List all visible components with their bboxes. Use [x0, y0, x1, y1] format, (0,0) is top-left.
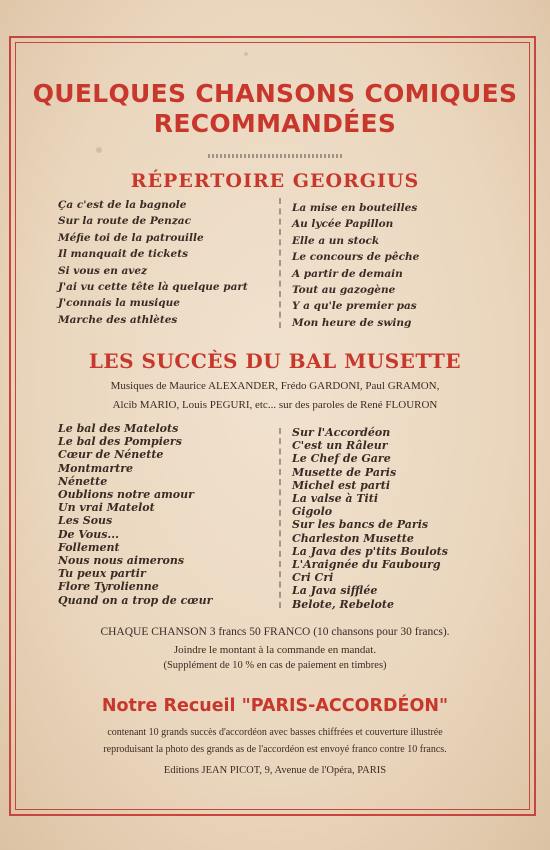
song-title: Les Sous [58, 514, 113, 528]
song-title: Mon heure de swing [292, 316, 412, 329]
georgius-title: RÉPERTOIRE GEORGIUS [130, 170, 420, 192]
song-title: Nénette [58, 474, 108, 488]
song-title: Au lycée Papillon [292, 218, 394, 231]
song-title: Il manquait de tickets [58, 248, 189, 261]
price-line: CHAQUE CHANSON 3 francs 50 FRANCO (10 chansons pour 30 francs). [100, 626, 450, 638]
musette-right-list [292, 426, 448, 611]
song-title: Quand on a trop de cœur [58, 593, 213, 607]
song-title: L'Araignée du Faubourg [292, 558, 441, 572]
song-title: Musette de Paris [292, 465, 397, 479]
song-title: Le bal des Pompiers [58, 435, 182, 449]
song-title: Sur la route de Penzac [58, 215, 191, 228]
musette-title: LES SUCCÈS DU BAL MUSETTE [88, 349, 462, 373]
song-title: Michel est parti [292, 478, 391, 492]
page-title-line1: QUELQUES CHANSONS COMIQUES [32, 79, 518, 108]
song-title: Montmartre [58, 461, 134, 475]
musette-credits: Musiques de Maurice ALEXANDER, Frédo GARDONI, Paul GRAMON, [110, 380, 440, 392]
ornament-divider [208, 154, 342, 158]
song-title: Cri Cri [292, 571, 334, 585]
song-title: Si vous en avez [58, 264, 148, 277]
song-title: Marche des athlètes [58, 313, 178, 326]
song-title: Flore Tyrolienne [58, 580, 159, 594]
song-title: La Java sifflée [292, 584, 378, 598]
song-title: Le bal des Matelots [58, 422, 179, 435]
song-title: J'connais la musique [58, 297, 180, 310]
song-title: La Java des p'tits Boulots [292, 544, 448, 558]
song-title: Le Chef de Gare [292, 452, 391, 466]
song-title: Tu peux partir [58, 567, 146, 581]
song-title: Belote, Rebelote [292, 597, 394, 611]
song-title: C'est un Râleur [292, 439, 388, 453]
recueil-description: reproduisant la photo des grands as de l'accordéon est envoyé franco contre 10 francs. [103, 744, 447, 755]
song-title: Nous nous aimerons [58, 554, 185, 568]
song-title: Cœur de Nénette [58, 448, 164, 462]
song-title: De Vous... [58, 527, 119, 541]
recueil-description: contenant 10 grands succès d'accordéon avec basses chiffrées et couverture illustrée [107, 727, 443, 738]
song-title: Ça c'est de la bagnole [58, 199, 187, 211]
song-title: Gigolo [292, 505, 333, 519]
song-title: Sur l'Accordéon [292, 426, 391, 439]
stamp-supplement-note: (Supplément de 10 % en cas de paiement en timbres) [163, 660, 387, 671]
song-title: La valse à Titi [292, 492, 378, 506]
song-title: Un vrai Matelot [58, 501, 155, 515]
georgius-left-list [58, 197, 248, 328]
recueil-title: Notre Recueil "PARIS-ACCORDÉON" [101, 696, 449, 716]
georgius-right-list [292, 200, 419, 331]
musette-left-list [58, 422, 212, 607]
column-divider [279, 198, 281, 328]
song-title: J'ai vu cette tête là quelque part [58, 281, 248, 294]
order-instructions: Joindre le montant à la commande en mandat. [173, 644, 377, 656]
song-title: Le concours de pêche [292, 251, 420, 264]
song-title: Y a qu'le premier pas [292, 300, 417, 313]
song-title: Méfie toi de la patrouille [58, 231, 204, 244]
song-title: Follement [58, 540, 120, 554]
song-title: Charleston Musette [292, 531, 414, 545]
song-title: Oublions notre amour [58, 488, 194, 502]
page-title-line2: RECOMMANDÉES [153, 109, 397, 138]
column-divider [279, 428, 281, 608]
musette-credits: Alcib MARIO, Louis PEGURI, etc... sur des paroles de René FLOURON [112, 399, 438, 411]
song-title: Tout au gazogène [292, 284, 396, 297]
song-title: Elle a un stock [292, 234, 380, 247]
publisher-line: Editions JEAN PICOT, 9, Avenue de l'Opéra, PARIS [163, 765, 387, 776]
song-title: A partir de demain [292, 267, 403, 280]
song-title: La mise en bouteilles [292, 202, 418, 214]
song-title: Sur les bancs de Paris [292, 518, 429, 532]
